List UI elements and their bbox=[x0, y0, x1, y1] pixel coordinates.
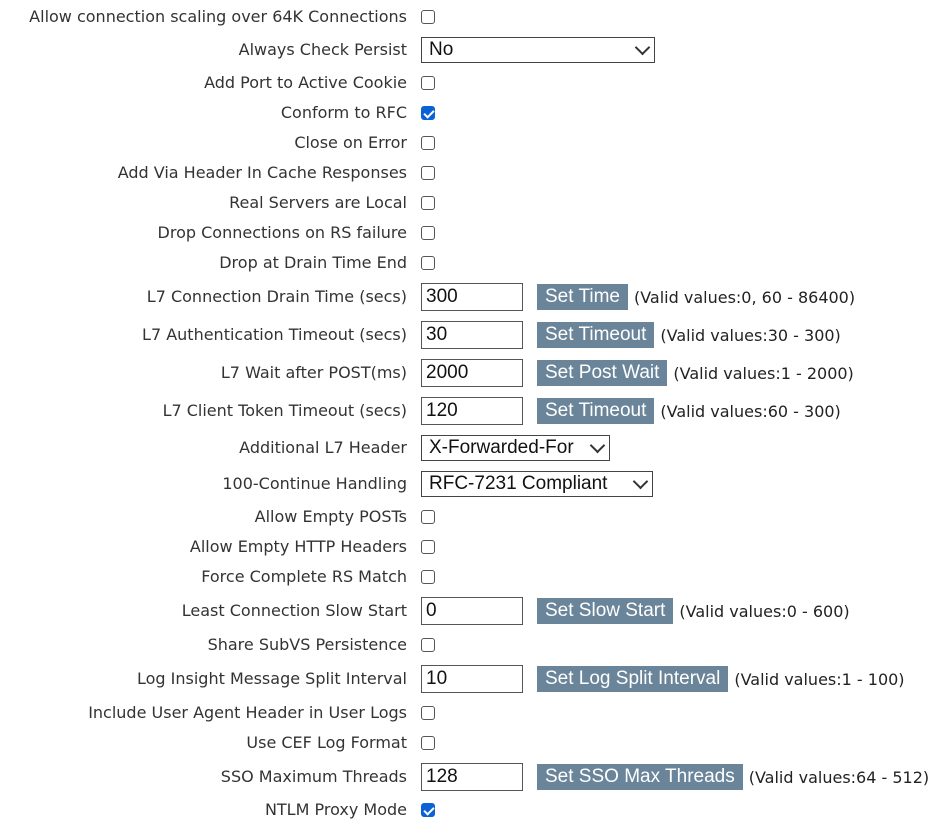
set-log-split-button[interactable]: Set Log Split Interval bbox=[537, 666, 728, 692]
share-subvs-label: Share SubVS Persistence bbox=[207, 635, 407, 654]
client-token-timeout-label: L7 Client Token Timeout (secs) bbox=[162, 401, 407, 420]
chevron-down-icon bbox=[590, 438, 606, 454]
ntlm-proxy-label: NTLM Proxy Mode bbox=[264, 800, 407, 819]
drain-time-hint: (Valid values:0, 60 - 86400) bbox=[633, 287, 856, 307]
conform-rfc-checkbox[interactable] bbox=[421, 106, 435, 120]
set-auth-timeout-button[interactable]: Set Timeout bbox=[537, 322, 654, 348]
force-rs-match-label: Force Complete RS Match bbox=[201, 567, 407, 586]
client-token-timeout-hint: (Valid values:60 - 300) bbox=[660, 401, 841, 421]
wait-after-post-input[interactable]: 2000 bbox=[421, 359, 523, 387]
sso-threads-hint: (Valid values:64 - 512) bbox=[748, 767, 930, 787]
client-token-timeout-input[interactable]: 120 bbox=[421, 397, 523, 425]
add-port-cookie-checkbox[interactable] bbox=[421, 76, 435, 90]
user-agent-logs-checkbox[interactable] bbox=[421, 706, 435, 720]
log-split-hint: (Valid values:1 - 100) bbox=[734, 669, 905, 689]
sso-threads-input[interactable]: 128 bbox=[421, 763, 523, 791]
drop-at-drain-end-checkbox[interactable] bbox=[421, 256, 435, 270]
always-check-persist-label: Always Check Persist bbox=[238, 40, 407, 59]
slow-start-hint: (Valid values:0 - 600) bbox=[679, 601, 850, 621]
allow-empty-posts-label: Allow Empty POSTs bbox=[254, 507, 407, 526]
set-slow-start-button[interactable]: Set Slow Start bbox=[537, 598, 673, 624]
conform-rfc-label: Conform to RFC bbox=[280, 103, 407, 122]
via-header-label: Add Via Header In Cache Responses bbox=[117, 163, 407, 182]
chevron-down-icon bbox=[633, 474, 649, 490]
slow-start-label: Least Connection Slow Start bbox=[181, 601, 407, 620]
drop-on-rs-failure-checkbox[interactable] bbox=[421, 226, 435, 240]
close-on-error-label: Close on Error bbox=[294, 133, 407, 152]
scaling64k-checkbox[interactable] bbox=[421, 10, 435, 24]
drain-time-input[interactable]: 300 bbox=[421, 283, 523, 311]
drain-time-label: L7 Connection Drain Time (secs) bbox=[146, 287, 407, 306]
set-sso-max-threads-button[interactable]: Set SSO Max Threads bbox=[537, 764, 743, 790]
close-on-error-checkbox[interactable] bbox=[421, 136, 435, 150]
force-rs-match-checkbox[interactable] bbox=[421, 570, 435, 584]
scaling64k-label: Allow connection scaling over 64K Connections bbox=[29, 7, 407, 26]
set-client-token-timeout-button[interactable]: Set Timeout bbox=[537, 398, 654, 424]
set-post-wait-button[interactable]: Set Post Wait bbox=[537, 360, 667, 386]
log-split-label: Log Insight Message Split Interval bbox=[136, 669, 407, 688]
chevron-down-icon bbox=[635, 40, 651, 56]
continue-handling-value: RFC-7231 Compliant bbox=[429, 473, 608, 494]
slow-start-input[interactable]: 0 bbox=[421, 597, 523, 625]
real-servers-local-label: Real Servers are Local bbox=[229, 193, 407, 212]
auth-timeout-label: L7 Authentication Timeout (secs) bbox=[142, 325, 407, 344]
allow-empty-posts-checkbox[interactable] bbox=[421, 510, 435, 524]
add-port-cookie-label: Add Port to Active Cookie bbox=[204, 73, 407, 92]
sso-threads-label: SSO Maximum Threads bbox=[220, 767, 407, 786]
allow-empty-headers-label: Allow Empty HTTP Headers bbox=[189, 537, 407, 556]
wait-after-post-label: L7 Wait after POST(ms) bbox=[220, 363, 407, 382]
additional-header-select[interactable] bbox=[421, 435, 610, 461]
share-subvs-checkbox[interactable] bbox=[421, 638, 435, 652]
wait-after-post-hint: (Valid values:1 - 2000) bbox=[673, 363, 854, 383]
allow-empty-headers-checkbox[interactable] bbox=[421, 540, 435, 554]
set-time-button[interactable]: Set Time bbox=[537, 284, 628, 310]
continue-handling-select[interactable] bbox=[421, 471, 653, 497]
always-check-persist-select[interactable] bbox=[421, 37, 655, 63]
user-agent-logs-label: Include User Agent Header in User Logs bbox=[88, 703, 407, 722]
always-check-persist-value: No bbox=[429, 39, 454, 60]
drop-at-drain-end-label: Drop at Drain Time End bbox=[219, 253, 407, 272]
log-split-input[interactable]: 10 bbox=[421, 665, 523, 693]
ntlm-proxy-checkbox[interactable] bbox=[421, 803, 435, 817]
drop-on-rs-failure-label: Drop Connections on RS failure bbox=[157, 223, 407, 242]
auth-timeout-hint: (Valid values:30 - 300) bbox=[660, 325, 841, 345]
auth-timeout-input[interactable]: 30 bbox=[421, 321, 523, 349]
additional-header-label: Additional L7 Header bbox=[239, 438, 407, 457]
cef-format-label: Use CEF Log Format bbox=[246, 733, 407, 752]
real-servers-local-checkbox[interactable] bbox=[421, 196, 435, 210]
continue-handling-label: 100-Continue Handling bbox=[222, 474, 407, 493]
cef-format-checkbox[interactable] bbox=[421, 736, 435, 750]
additional-header-value: X-Forwarded-For bbox=[429, 437, 574, 458]
via-header-checkbox[interactable] bbox=[421, 166, 435, 180]
